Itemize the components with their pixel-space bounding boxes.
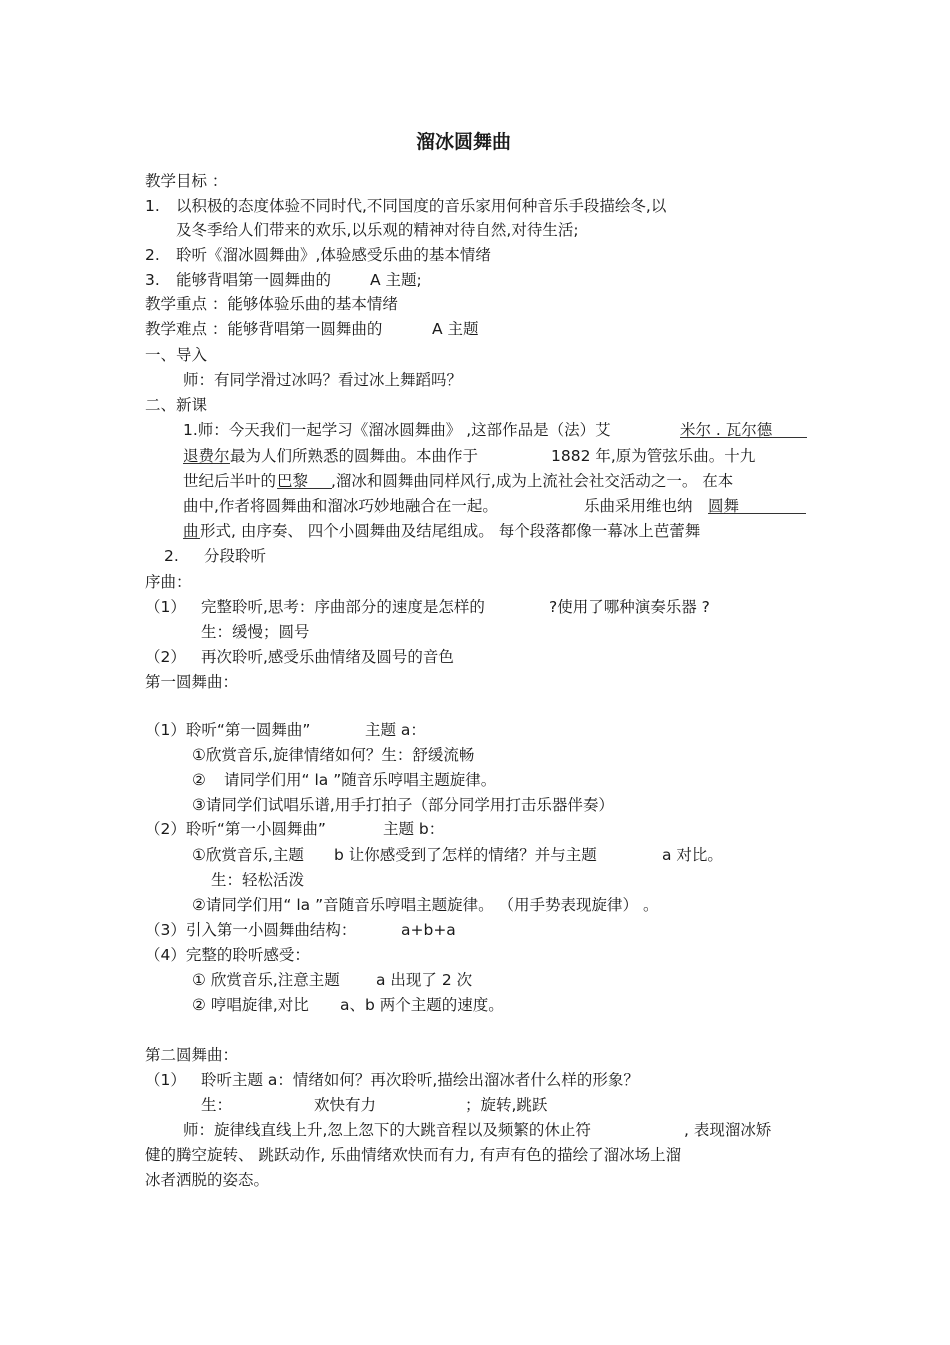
prelude-label: 序曲： [145,573,192,591]
waltz1-1-ii: 请同学们用“ la ”随音乐哼唱主题旋律。 [224,771,497,789]
waltz1-4-ii: ② 哼唱旋律,对比 [192,996,309,1014]
new1-waltz-term-cont: 曲 [183,522,199,540]
key-point: 教学重点 ：能够体验乐曲的基本情绪 [145,295,398,313]
prelude-1-num: （1） [145,598,186,616]
goals-label: 教学目标 ： [145,172,228,190]
waltz1-2: （2）聆听“第一小圆舞曲” [145,820,326,838]
waltz2-answer-label: 生： [201,1096,233,1114]
waltz1-1-iii: ③请同学们试唱乐谱,用手打拍子（部分同学用打击乐器伴奏） [192,796,614,814]
waltz1-1-theme: 主题 a： [365,721,426,739]
waltz1-2-i-mid: b 让你感受到了怎样的情绪？并与主题 [334,846,597,864]
waltz1-2-ii: ②请同学们用“ la ”音随音乐哼唱主题旋律。 （用手势表现旋律） 。 [192,896,659,914]
waltz2-1: 聆听主题 a：情绪如何？再次聆听,描绘出溜冰者什么样的形象？ [201,1071,639,1089]
waltz1-3-structure: a+b+a [401,921,456,939]
waltz2-teacher-line2: 健的腾空旋转、 跳跃动作, 乐曲情绪欢快而有力, 有声有色的描绘了溜冰场上溜 [145,1146,682,1164]
goal3-text: 能够背唱第一圆舞曲的 [176,271,332,289]
intro-teacher-question: 师：有同学滑过冰吗？看过冰上舞蹈吗？ [183,371,463,389]
waltz2-teacher-line1-end: , 表现溜冰矫 [684,1121,772,1139]
waltz1-4-i: ① 欣赏音乐,注意主题 [192,971,340,989]
composer-underline [680,437,807,438]
waltz2-teacher-line3: 冰者洒脱的姿态。 [145,1171,270,1189]
new1-line3-start: 世纪后半叶的 [183,472,277,490]
new1-line3: ,溜冰和圆舞曲同样风行,成为上流社会社交活动之一。 在本 [331,472,734,490]
waltz1-4-i-end: a 出现了 2 次 [376,971,473,989]
page-title: 溜冰圆舞曲 [416,131,512,153]
prelude-2-num: （2） [145,648,186,666]
waltz2-answer-1: 欢快有力 [314,1096,377,1114]
waltz1-1: （1）聆听“第一圆舞曲” [145,721,311,739]
waltz1-label: 第一圆舞曲： [145,673,239,691]
goal2-num: 2. [145,246,160,264]
waltz2-1-num: （1） [145,1071,186,1089]
new1-line5: 形式, 由序奏、 四个小圆舞曲及结尾组成。 每个段落都像一幕冰上芭蕾舞 [200,522,701,540]
prelude-1-question-end: ?使用了哪种演奏乐器 ? [549,598,710,616]
section-new-lesson-heading: 二、新课 [145,396,208,414]
section-intro-heading: 一、导入 [145,346,208,364]
new1-line2: 最为人们所熟悉的圆舞曲。本曲作于 [230,447,479,465]
new2-heading: 分段聆听 [204,547,267,565]
waltz1-3: （3）引入第一小圆舞曲结构： [145,921,357,939]
new1-line4: 曲中,作者将圆舞曲和溜冰巧妙地融合在一起。 [183,497,498,515]
new1-waltz-term: 圆舞 [708,497,740,515]
new1-composer-name: 米尔 . 瓦尔德 [680,421,773,439]
new1-line4-vienna: 乐曲采用维也纳 [584,497,693,515]
new1-year: 1882 年,原为管弦乐曲。十九 [551,447,756,465]
goal3-theme: A 主题; [370,271,422,289]
prelude-1-question: 完整聆听,思考：序曲部分的速度是怎样的 [201,598,485,616]
waltz1-2-i-end: a 对比。 [662,846,723,864]
waltz1-2-theme: 主题 b： [383,820,445,838]
waltz1-1-i: ①欣赏音乐,旋律情绪如何？生：舒缓流畅 [192,746,475,764]
new1-composer-name-cont: 退费尔 [183,447,230,465]
waltz1-2-answer: 生：轻松活泼 [211,871,305,889]
new1-line1: 1.师：今天我们一起学习《溜冰圆舞曲》 ,这部作品是（法）艾 [183,421,611,439]
waltz2-label: 第二圆舞曲： [145,1046,239,1064]
goal1-num: 1. [145,197,160,215]
waltz1-4-ii-end: a、b 两个主题的速度。 [340,996,504,1014]
goal2: 聆听《溜冰圆舞曲》,体验感受乐曲的基本情绪 [176,246,491,264]
difficulty-theme: A 主题 [432,320,479,338]
goal3-num: 3. [145,271,160,289]
prelude-1-answer: 生：缓慢；圆号 [201,623,310,641]
new2-num: 2. [164,547,179,565]
prelude-2: 再次聆听,感受乐曲情绪及圆号的音色 [201,648,454,666]
waltz-underline [708,513,806,514]
goal1-line1: 以积极的态度体验不同时代,不同国度的音乐家用何种音乐手段描绘冬,以 [176,197,667,215]
composer-underline-cont [183,463,230,464]
paris-underline [277,488,332,489]
new1-paris: 巴黎 [277,472,309,490]
waltz1-1-ii-num: ② [192,771,206,789]
goal1-line2: 及冬季给人们带来的欢乐,以乐观的精神对待自然,对待生活; [176,221,579,239]
difficulty-text: 教学难点 ：能够背唱第一圆舞曲的 [145,320,383,338]
waltz1-2-i: ①欣赏音乐,主题 [192,846,304,864]
waltz-underline-cont [183,538,200,539]
waltz1-4: （4）完整的聆听感受： [145,946,310,964]
waltz2-answer-2: ；旋转,跳跃 [465,1096,548,1114]
waltz2-teacher-line1: 师：旋律线直线上升,忽上忽下的大跳音程以及频繁的休止符 [183,1121,591,1139]
